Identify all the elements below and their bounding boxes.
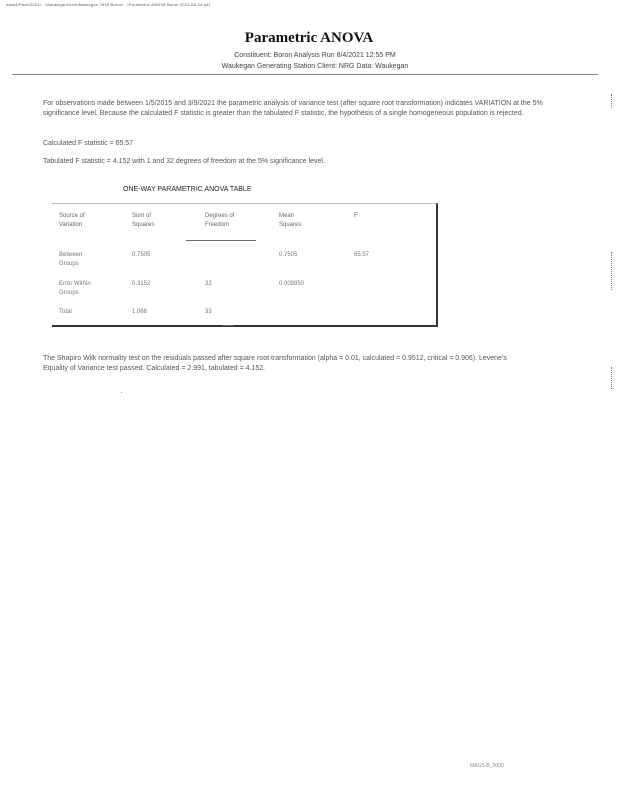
row-error-source: Error Within Groups [59, 281, 91, 296]
scan-mark [611, 252, 614, 290]
calculated-f-statistic: Calculated F statistic = 65.57 [43, 140, 134, 147]
anova-table-caption: ONE-WAY PARAMETRIC ANOVA TABLE [123, 186, 252, 193]
summary-paragraph: For observations made between 1/5/2015 and 3/9/2021 the parametric analysis of variance test (after square root transformation) indicates VARIATION at the 5% significance level. Because the calculated F statistic is greater than the tabulated F statistic, the hypothesis of a single homogeneous population is rejected. [43, 100, 543, 117]
row-between-sum-sq: 0.7505 [132, 252, 151, 258]
header-source-of-variation: Source of Variation [59, 213, 85, 228]
row-between-mean-sq: 0.7505 [279, 252, 298, 258]
footer-code: MAGS-B_0000 [470, 763, 504, 769]
header-degrees-of-freedom: Degrees of Freedom [205, 213, 235, 228]
row-error-sum-sq: 0.3152 [132, 281, 151, 287]
anova-table [52, 203, 438, 327]
row-total-sum-sq: 1.066 [132, 309, 148, 315]
row-total-source: Total [59, 309, 72, 315]
subtitle-site: Waukegan Generating Station Client: NRG Data: Waukegan [221, 63, 409, 70]
header-sum-of-squares: Sum of Squares [132, 213, 155, 228]
row-total-df: 33 [205, 309, 212, 315]
file-path: www4\Pack\2021\...\Waukegan\Gen\Waukegan 2016 Boron\...\Parametric ANOVA Boron 2021-08-24.pdf [6, 2, 210, 7]
scan-speck [121, 392, 122, 393]
row-error-df: 32 [205, 281, 212, 287]
row-error-mean-sq: 0.009850 [279, 281, 305, 287]
scan-mark [611, 94, 614, 108]
normality-note: The Shapiro Wilk normality test on the residuals passed after square root transformation (alpha = 0.01, calculated = 0.9512, critical = 0.906). Levene's Equality of Variance test passed. Calculated = 2.991, tabulated = 4.152. [43, 355, 507, 372]
row-between-source: Between Groups [59, 252, 83, 267]
tabulated-f-statistic: Tabulated F statistic = 4.152 with 1 and 32 degrees of freedom at the 5% significance level. [43, 158, 325, 165]
total-tick [222, 325, 234, 326]
subtitle-analysis: Constituent: Boron Analysis Run 8/4/2021 12:55 PM [234, 52, 396, 59]
header-divider [12, 74, 598, 75]
header-mean-squares: Mean Squares [279, 213, 302, 228]
page-title: Parametric ANOVA [244, 30, 374, 46]
row-between-f: 65.57 [354, 252, 370, 258]
header-underline [186, 240, 256, 241]
header-f: F [354, 213, 358, 219]
scan-mark [611, 367, 614, 389]
